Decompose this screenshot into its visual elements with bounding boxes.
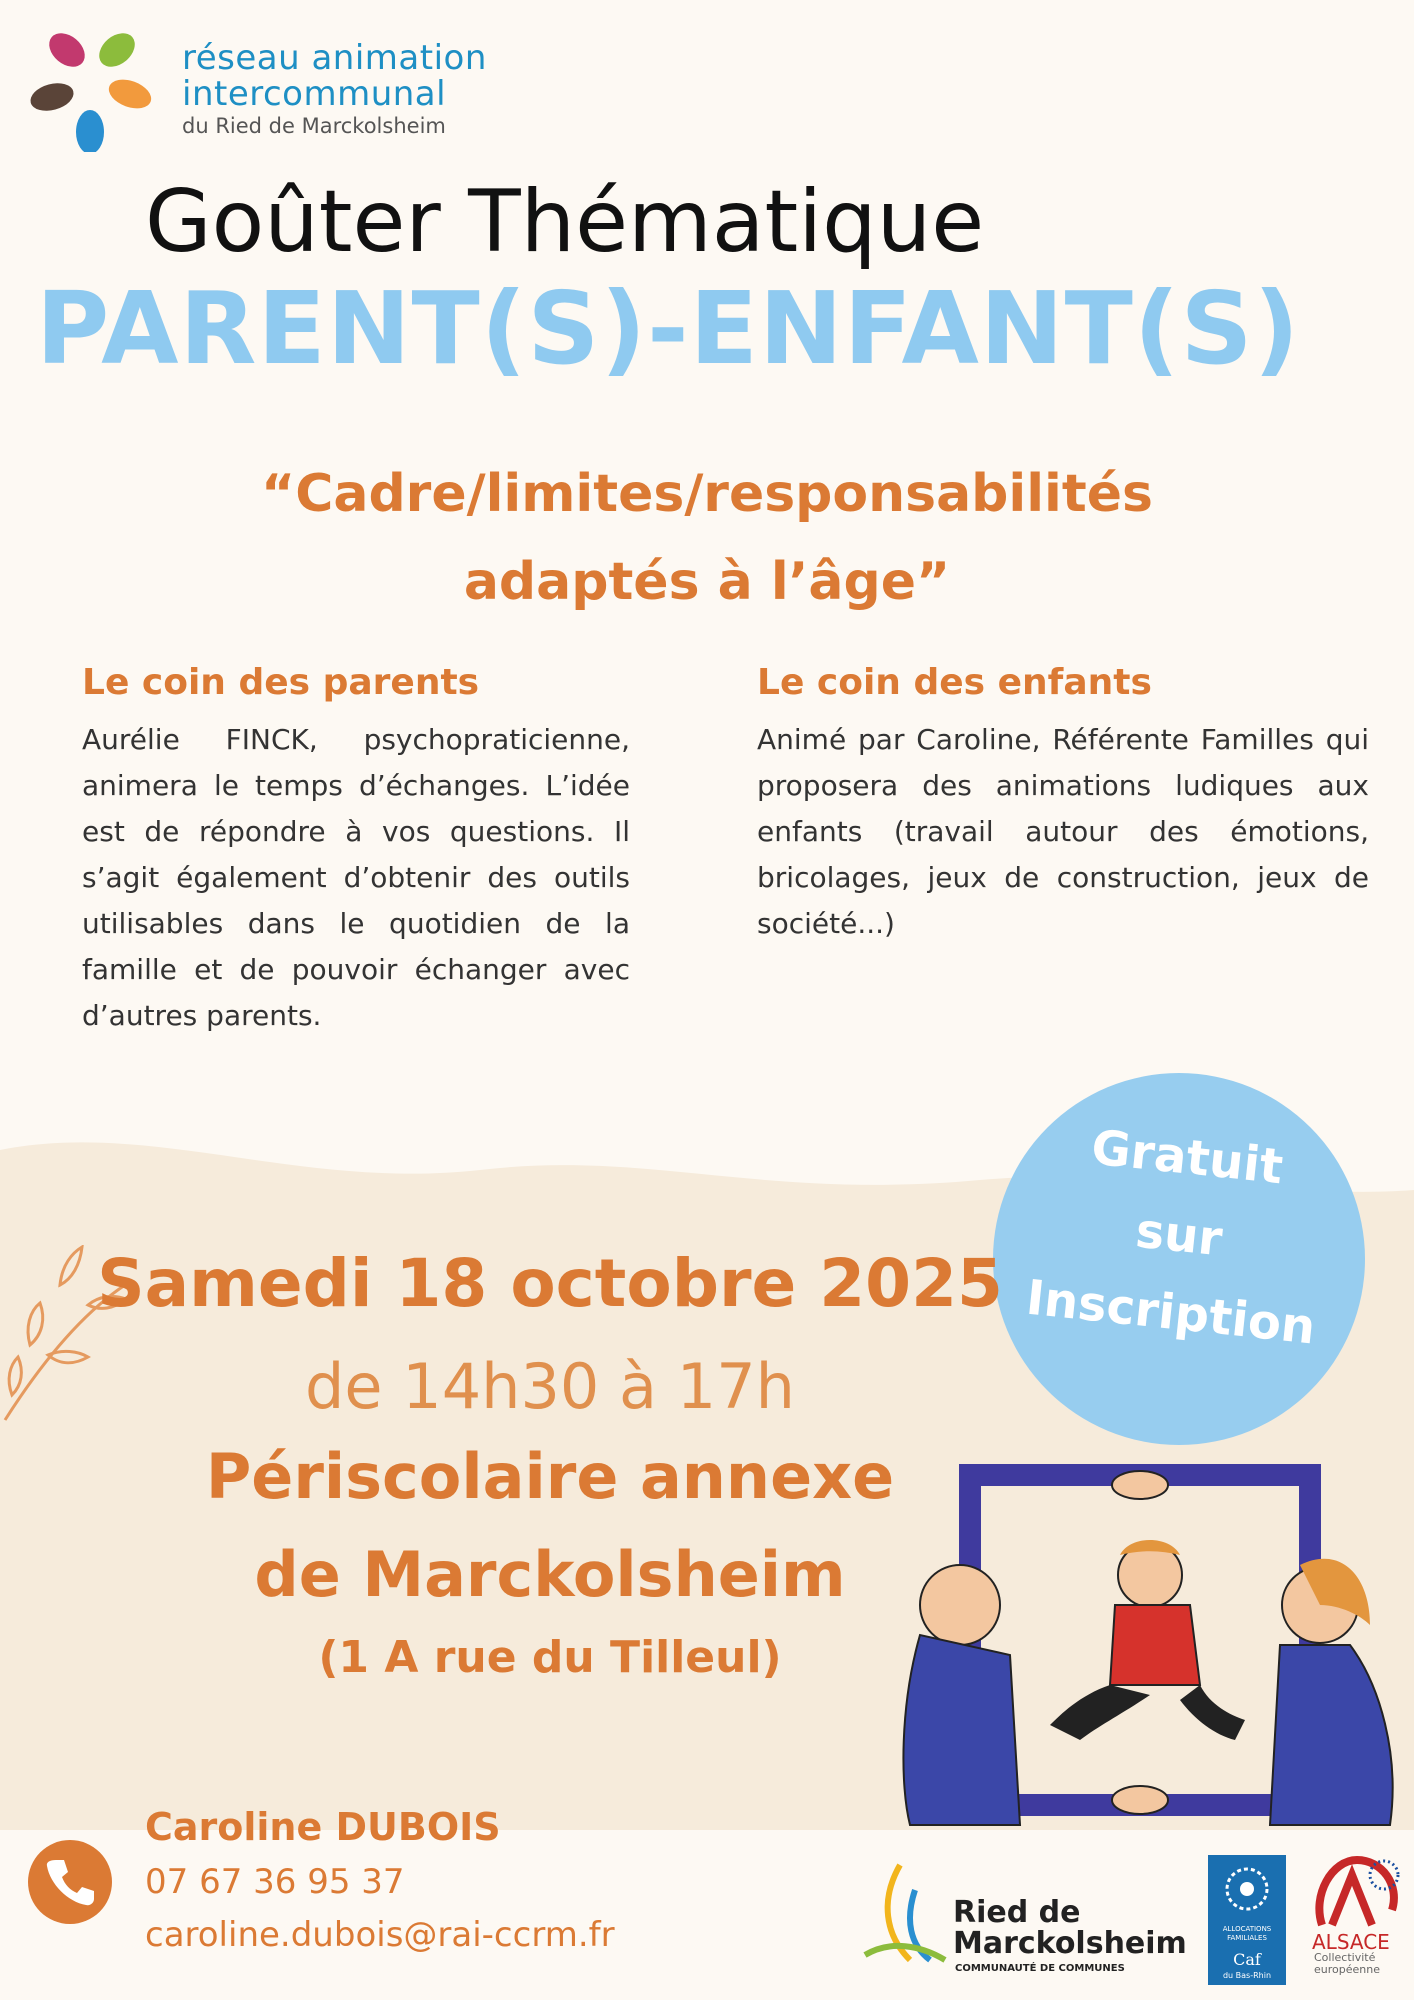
caf-line1: ALLOCATIONS FAMILIALES [1222,1925,1272,1942]
parents-corner [82,662,630,1039]
event-address: (1 A rue du Tilleul) [318,1632,782,1683]
subtitle-line2: adaptés à l’âge” [463,552,951,612]
organization-name [182,40,487,138]
org-line1: réseau animation [182,38,487,78]
ried-line2: Marckolsheim [953,1926,1187,1961]
contact-name: Caroline DUBOIS [145,1805,501,1849]
event-place-line1: Périscolaire annexe [205,1440,895,1513]
caf-line2: Caf [1233,1950,1261,1969]
main-heading: PARENT(S)-ENFANT(S) [36,270,1301,387]
badge-text [982,1099,1376,1371]
event-time: de 14h30 à 17h [305,1350,795,1423]
caf-emblem-icon [1208,1855,1286,1925]
page-title: Goûter Thématique [145,172,985,272]
hands-logo-icon [22,22,162,152]
contact-phone[interactable]: 07 67 36 95 37 [145,1862,405,1902]
phone-icon [28,1840,112,1924]
badge-line3: Inscription [1023,1269,1319,1356]
family-illustration [900,1455,1400,1835]
ried-line1: Ried de [953,1895,1081,1930]
org-line3: du Ried de Marckolsheim [182,114,446,138]
subtitle-line1: “Cadre/limites/responsabilités [261,464,1153,524]
kids-corner-text: Animé par Caroline, Référente Familles qui proposera des animations ludiques aux enfants (travail autour des émotions, bricolages, jeux de construction, jeux de société...) [757,723,1369,940]
event-place-line2: de Marckolsheim [254,1538,846,1611]
parents-corner-text: Aurélie FINCK, psychopraticienne, animera le temps d’échanges. L’idée est de répondre à vos questions. Il s’agit également d’obtenir des outils utilisables dans le quotidien de la famille et de pouvoir échanger avec d’autres parents. [82,723,630,1032]
badge-line2: sur [1133,1202,1225,1268]
caf-line3: du Bas-Rhin [1222,1971,1272,1980]
badge-line1: Gratuit [1088,1119,1286,1196]
alsace-line2: Collectivité européenne [1314,1951,1380,1976]
kids-corner-title: Le coin des enfants [757,662,1152,703]
org-line2: intercommunal [182,74,447,114]
kids-corner [757,662,1369,947]
event-date: Samedi 18 octobre 2025 [97,1245,1003,1322]
phone-icon-circle [28,1840,112,1924]
parents-corner-title: Le coin des parents [82,662,480,703]
ried-line3: COMMUNAUTÉ DE COMMUNES [955,1963,1125,1974]
alsace-line1: ALSACE [1312,1930,1390,1954]
alsace-logo-icon [1312,1855,1402,1930]
subtitle [0,450,1414,626]
contact-email[interactable]: caroline.dubois@rai-ccrm.fr [145,1915,615,1955]
